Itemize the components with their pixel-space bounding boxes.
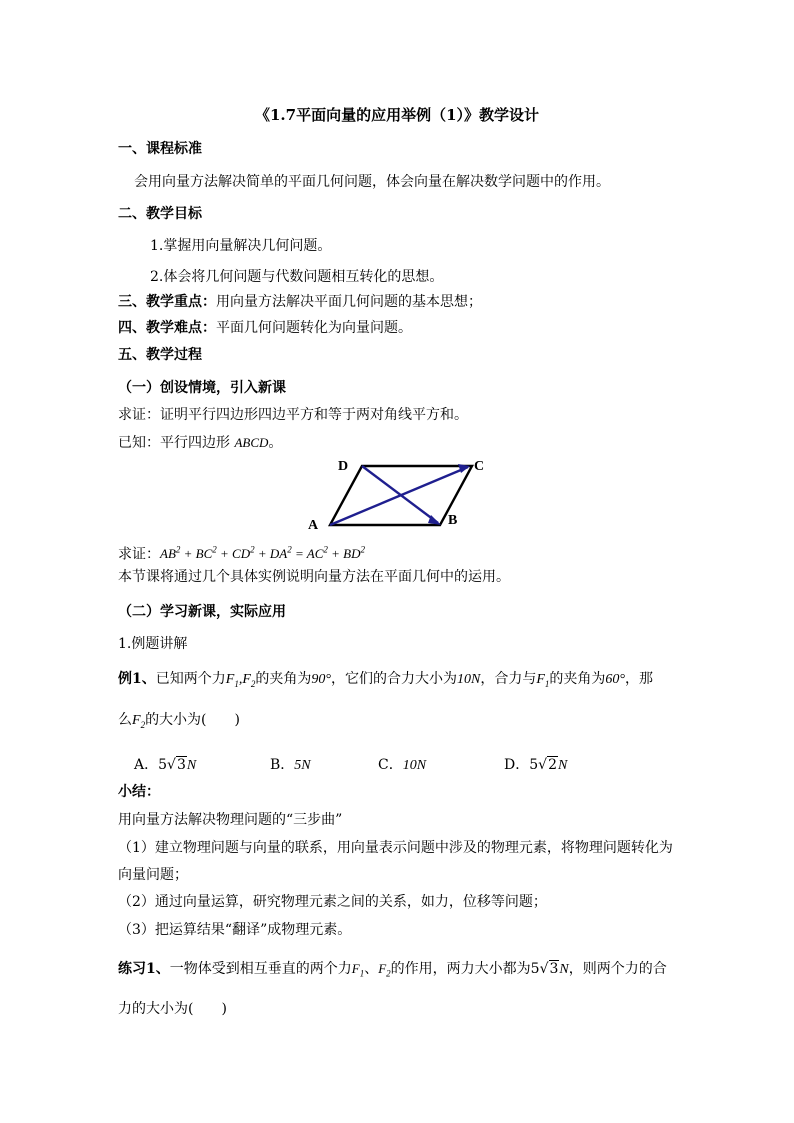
vertex-label-a: A [308, 518, 319, 533]
section-4-label: 四、教学难点： [118, 320, 216, 336]
ex1-text-4: ，合力与 [480, 671, 537, 687]
force-f2: $F_2$ [378, 961, 391, 979]
practice-text-4: ，则两个力的合 [568, 961, 667, 977]
force-f1-f2: $F_1,F_2$ [225, 672, 256, 689]
summary-step-1-cont: 向量问题； [118, 867, 188, 883]
vertex-label-c: C [474, 459, 485, 474]
example-1-line-2 [118, 711, 240, 734]
option-a-label: A． [134, 757, 159, 773]
summary-step-3: （3）把运算结果“翻译”成物理元素。 [118, 922, 352, 938]
practice-1-line-1 [118, 960, 667, 983]
examples-subheading: 1.例题讲解 [118, 636, 188, 652]
summary-lead: 用向量方法解决物理问题的“三步曲” [118, 812, 343, 828]
claim-statement [118, 541, 365, 563]
sqrt-symbol: √3 [539, 961, 559, 977]
ex1-text-6: ，那 [625, 671, 653, 687]
sqrt-symbol: √3 [167, 757, 186, 773]
vertex-label-d: D [338, 459, 349, 474]
part-2-heading: （二）学习新课，实际应用 [118, 604, 286, 620]
given-prefix: 已知：平行四边形 [118, 435, 235, 451]
part-1-heading: （一）创设情境，引入新课 [118, 380, 286, 396]
intro-text: 本节课将通过几个具体实例说明向量方法在平面几何中的运用。 [118, 569, 510, 585]
section-1-heading: 一、课程标准 [118, 141, 202, 157]
claim-prefix: 求证： [118, 546, 160, 563]
ex1-angle-1: 90° [311, 672, 331, 687]
ex1-force: 10N [456, 672, 481, 687]
option-a [134, 756, 196, 775]
option-d-radicand: 2 [548, 757, 557, 773]
option-d [504, 756, 567, 775]
goal-item-2: 2.体会将几何问题与代数问题相互转化的思想。 [150, 269, 444, 285]
option-c-value: 10N [402, 758, 427, 773]
parallelogram-figure [300, 452, 500, 534]
practice-text-3: 的作用，两力大小都为 [390, 961, 531, 977]
goal-item-1: 1.掌握用向量解决几何问题。 [150, 238, 332, 254]
ex1-text-5: 的夹角为 [549, 671, 606, 687]
practice-text-2: 、 [364, 961, 379, 977]
given-statement [118, 434, 282, 452]
vertex-label-b: B [448, 513, 458, 528]
section-1-text: 会用向量方法解决简单的平面几何问题，体会向量在解决数学问题中的作用。 [134, 174, 610, 190]
practice-unit: N [559, 962, 569, 977]
option-b [270, 756, 311, 775]
practice-1-label: 练习1、 [118, 961, 170, 977]
force-f2: $F_2$ [132, 713, 146, 730]
section-2-heading: 二、教学目标 [118, 206, 202, 222]
practice-coef: 5 [530, 961, 540, 977]
practice-text-1: 一物体受到相互垂直的两个力 [169, 961, 352, 977]
section-3 [118, 293, 482, 311]
given-suffix: 。 [268, 435, 283, 451]
option-a-radicand: 3 [176, 757, 186, 773]
section-4-text: 平面几何问题转化为向量问题。 [216, 320, 412, 336]
example-1-label: 例1、 [118, 671, 156, 687]
force-f1: $F_1$ [351, 961, 365, 979]
section-3-label: 三、教学重点： [118, 294, 216, 310]
ex1-text-2: 的夹角为 [255, 671, 312, 687]
force-f1: $F_1$ [536, 672, 550, 689]
prove-statement: 求证：证明平行四边形四边平方和等于两对角线平方和。 [118, 407, 468, 423]
sqrt-symbol: √2 [538, 757, 557, 773]
option-c [378, 756, 426, 775]
summary-heading: 小结： [118, 784, 160, 800]
section-3-text: 用向量方法解决平面几何问题的基本思想； [216, 294, 482, 310]
ex1-text-3: ，它们的合力大小为 [330, 671, 457, 687]
example-1-line-1 [118, 670, 653, 693]
section-5-heading: 五、教学过程 [118, 347, 202, 363]
option-a-coef: 5 [158, 757, 168, 773]
ex1-angle-2: 60° [605, 672, 625, 687]
summary-step-2: （2）通过向量运算，研究物理元素之间的关系，如力，位移等问题； [118, 894, 547, 910]
summary-step-1: （1）建立物理问题与向量的联系，用向量表示问题中涉及的物理元素，将物理问题转化为 [118, 840, 673, 856]
option-b-label: B． [270, 757, 295, 773]
practice-1-line-2: 力的大小为( ) [118, 1001, 227, 1017]
section-4 [118, 319, 412, 337]
claim-formula: $AB^2 + BC^2 + CD^2 + DA^2 = AC^2 + BD^2$ [160, 545, 365, 562]
option-c-label: C． [378, 757, 403, 773]
option-b-value: 5N [294, 758, 311, 773]
document-title: 《1.7平面向量的应用举例（1）》教学设计 [254, 106, 540, 124]
given-math: ABCD [234, 435, 269, 450]
diagonal-bd [362, 466, 438, 523]
ex1-text-1: 已知两个力 [155, 671, 226, 687]
option-d-unit: N [558, 758, 568, 773]
option-d-label: D． [504, 757, 530, 773]
option-d-coef: 5 [529, 757, 539, 773]
option-a-unit: N [186, 758, 197, 773]
ex1-line2-b: 的大小为( ) [145, 712, 240, 728]
ex1-line2-a: 么 [118, 712, 132, 728]
practice-radicand: 3 [549, 961, 559, 977]
